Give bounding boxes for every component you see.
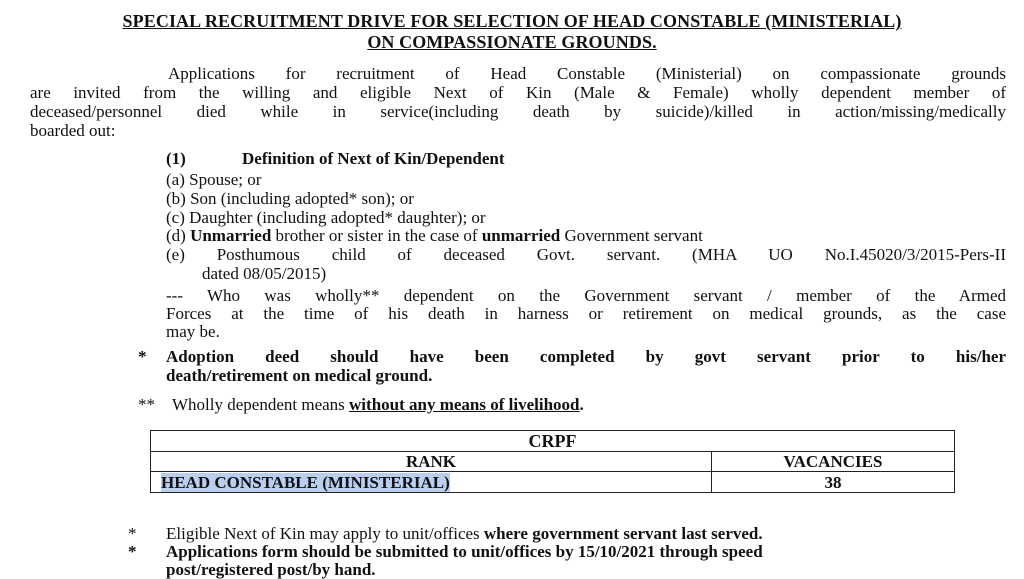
table-header-row — [151, 452, 954, 472]
header-vacancies: VACANCIES — [783, 452, 883, 471]
adoption-note-line-1: Adoption deed should have been completed by govt servant prior to his/her — [166, 347, 1006, 366]
item-b: (b) Son (including adopted* son); or — [166, 189, 414, 208]
table-caption-row — [151, 431, 954, 452]
vacancy-table — [150, 430, 955, 493]
item-d: (d) Unmarried brother or sister in the case of unmarried Government servant — [166, 226, 703, 245]
livelihood-emphasis: without any means of livelihood — [349, 395, 580, 414]
footnote-2-line-1: Applications form should be submitted to unit/offices by 15/10/2021 through speed — [166, 542, 763, 561]
cell-rank: HEAD CONSTABLE (MINISTERIAL) — [161, 473, 450, 492]
intro-line-3: deceased/personnel died while in service(including death by suicide)/killed in action/missing/medically — [30, 102, 1006, 121]
wholly-note: Wholly dependent means without any means of livelihood. — [172, 395, 584, 414]
column-divider — [711, 452, 712, 493]
item-c: (c) Daughter (including adopted* daughter); or — [166, 208, 486, 227]
header-rank: RANK — [405, 452, 457, 471]
wholly-marker: ** — [138, 395, 155, 414]
dependent-note-line-1: --- Who was wholly** dependent on the Government servant / member of the Armed — [166, 286, 1006, 305]
title-line-1: SPECIAL RECRUITMENT DRIVE FOR SELECTION OF HEAD CONSTABLE (MINISTERIAL) — [122, 11, 902, 31]
table-row — [151, 472, 954, 493]
dependent-note-line-3: may be. — [166, 322, 220, 341]
section-heading: Definition of Next of Kin/Dependent — [242, 149, 505, 168]
footnote-2-marker: * — [128, 542, 137, 561]
adoption-marker: * — [138, 347, 147, 366]
intro-line-2: are invited from the willing and eligible Next of Kin (Male & Female) wholly dependent member of — [30, 83, 1006, 102]
item-e-line-1: (e) Posthumous child of deceased Govt. servant. (MHA UO No.I.45020/3/2015-Pers-II — [166, 245, 1006, 264]
intro-line-1: Applications for recruitment of Head Constable (Ministerial) on compassionate grounds — [168, 64, 1006, 83]
item-a: (a) Spouse; or — [166, 170, 262, 189]
table-caption: CRPF — [528, 431, 577, 451]
dependent-note-line-2: Forces at the time of his death in harness or retirement on medical grounds, as the case — [166, 304, 1006, 323]
intro-line-4: boarded out: — [30, 121, 116, 140]
cell-vacancies: 38 — [824, 473, 842, 492]
title-line-2: ON COMPASSIONATE GROUNDS. — [367, 32, 657, 52]
footnote-1: Eligible Next of Kin may apply to unit/offices where government servant last served. — [166, 524, 763, 543]
section-number: (1) — [166, 149, 186, 168]
adoption-note-line-2: death/retirement on medical ground. — [166, 366, 433, 385]
footnote-1-marker: * — [128, 524, 137, 543]
footnote-2-line-2: post/registered post/by hand. — [166, 560, 376, 579]
item-e-line-2: dated 08/05/2015) — [202, 264, 327, 283]
